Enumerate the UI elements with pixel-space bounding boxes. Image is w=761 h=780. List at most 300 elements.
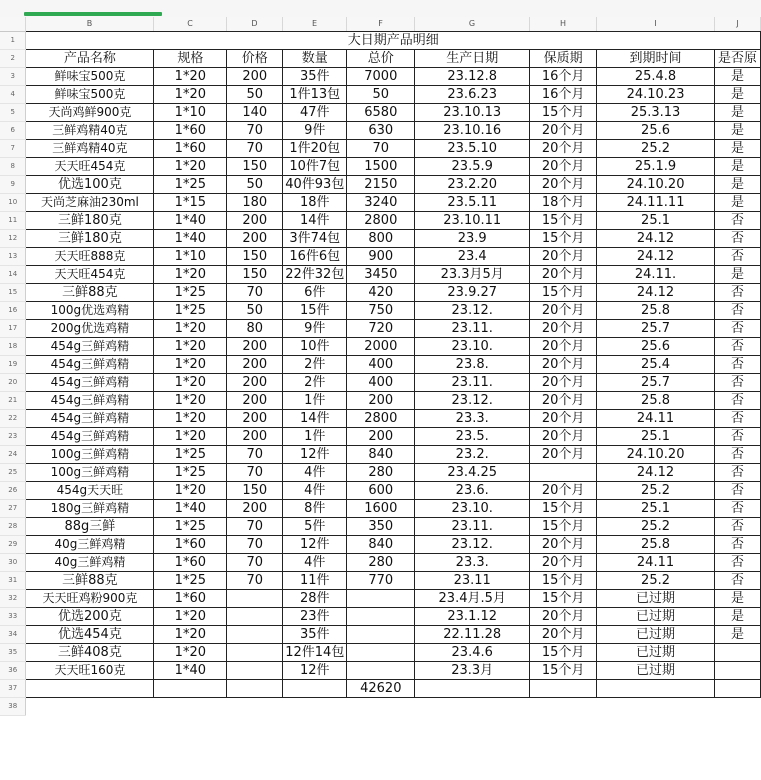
cell-shelf-life[interactable]: 15个月	[530, 230, 597, 248]
cell-price[interactable]: 80	[227, 320, 283, 338]
cell-spec[interactable]: 1*40	[154, 230, 227, 248]
cell-production-date[interactable]: 23.12.	[415, 536, 530, 554]
cell-production-date[interactable]: 23.11.	[415, 320, 530, 338]
cell-production-date[interactable]: 23.3.	[415, 554, 530, 572]
column-header-c[interactable]: C	[154, 17, 227, 31]
cell-original[interactable]	[714, 644, 760, 662]
cell-total-price[interactable]: 3240	[347, 194, 415, 212]
cell-production-date[interactable]: 23.12.	[415, 392, 530, 410]
cell-expiry-date[interactable]: 25.2	[597, 482, 715, 500]
cell-production-date[interactable]: 23.11.	[415, 518, 530, 536]
cell-quantity[interactable]: 14件	[283, 410, 347, 428]
row-number[interactable]: 2	[0, 50, 26, 68]
row-number[interactable]: 22	[0, 410, 26, 428]
cell-product-name[interactable]: 454g三鲜鸡精	[26, 356, 154, 374]
cell-total-price[interactable]: 280	[347, 464, 415, 482]
cell-price[interactable]: 200	[227, 428, 283, 446]
cell[interactable]	[415, 680, 530, 698]
cell-price[interactable]: 70	[227, 554, 283, 572]
cell-product-name[interactable]: 200g优选鸡精	[26, 320, 154, 338]
cell-original[interactable]: 是	[714, 140, 760, 158]
cell-expiry-date[interactable]: 已过期	[597, 644, 715, 662]
cell-shelf-life[interactable]: 20个月	[530, 482, 597, 500]
row-number[interactable]: 32	[0, 590, 26, 608]
cell-quantity[interactable]: 1件	[283, 428, 347, 446]
cell-original[interactable]: 否	[714, 212, 760, 230]
cell-price[interactable]: 150	[227, 482, 283, 500]
cell-production-date[interactable]: 23.10.13	[415, 104, 530, 122]
cell-shelf-life[interactable]: 15个月	[530, 284, 597, 302]
cell-price[interactable]: 200	[227, 392, 283, 410]
cell-spec[interactable]: 1*20	[154, 266, 227, 284]
cell-original[interactable]: 否	[714, 536, 760, 554]
cell-shelf-life[interactable]: 20个月	[530, 266, 597, 284]
cell-total-price[interactable]: 2000	[347, 338, 415, 356]
cell-original[interactable]: 否	[714, 500, 760, 518]
column-header-h[interactable]: H	[530, 17, 597, 31]
cell-price[interactable]: 150	[227, 266, 283, 284]
row-number[interactable]: 25	[0, 464, 26, 482]
cell-expiry-date[interactable]: 25.2	[597, 572, 715, 590]
cell-total-price[interactable]: 600	[347, 482, 415, 500]
row-number[interactable]: 13	[0, 248, 26, 266]
row-number[interactable]: 10	[0, 194, 26, 212]
cell[interactable]	[227, 680, 283, 698]
cell-product-name[interactable]: 三鲜408克	[26, 644, 154, 662]
cell-total-price[interactable]: 200	[347, 392, 415, 410]
cell-product-name[interactable]: 三鲜180克	[26, 212, 154, 230]
cell-quantity[interactable]: 4件	[283, 464, 347, 482]
row-number[interactable]: 11	[0, 212, 26, 230]
cell-spec[interactable]: 1*20	[154, 320, 227, 338]
cell-quantity[interactable]: 9件	[283, 320, 347, 338]
cell-production-date[interactable]: 23.5.10	[415, 140, 530, 158]
cell-original[interactable]: 是	[714, 590, 760, 608]
cell-quantity[interactable]: 1件20包	[283, 140, 347, 158]
row-number[interactable]: 30	[0, 554, 26, 572]
row-number[interactable]: 16	[0, 302, 26, 320]
row-number[interactable]: 31	[0, 572, 26, 590]
cell-shelf-life[interactable]: 20个月	[530, 446, 597, 464]
header-quantity[interactable]: 数量	[283, 50, 347, 68]
cell-product-name[interactable]: 454g三鲜鸡精	[26, 428, 154, 446]
cell-price[interactable]: 50	[227, 86, 283, 104]
cell-production-date[interactable]: 23.5.	[415, 428, 530, 446]
header-spec[interactable]: 规格	[154, 50, 227, 68]
cell-price[interactable]: 200	[227, 410, 283, 428]
cell-original[interactable]: 否	[714, 410, 760, 428]
cell-product-name[interactable]: 100g三鲜鸡精	[26, 446, 154, 464]
cell-expiry-date[interactable]: 25.1	[597, 500, 715, 518]
cell-original[interactable]: 否	[714, 428, 760, 446]
column-header-f[interactable]: F	[347, 17, 415, 31]
cell-quantity[interactable]: 22件32包	[283, 266, 347, 284]
row-number[interactable]: 35	[0, 644, 26, 662]
cell-product-name[interactable]: 100g优选鸡精	[26, 302, 154, 320]
cell-original[interactable]: 否	[714, 320, 760, 338]
cell-total-price[interactable]: 2800	[347, 410, 415, 428]
cell-shelf-life[interactable]: 20个月	[530, 428, 597, 446]
row-number[interactable]: 15	[0, 284, 26, 302]
cell-shelf-life[interactable]: 16个月	[530, 86, 597, 104]
row-number[interactable]: 23	[0, 428, 26, 446]
cell-original[interactable]: 是	[714, 104, 760, 122]
cell-expiry-date[interactable]: 24.11.	[597, 266, 715, 284]
cell-product-name[interactable]: 天尚芝麻油230ml	[26, 194, 154, 212]
cell-total-price[interactable]	[347, 662, 415, 680]
cell-expiry-date[interactable]: 25.7	[597, 374, 715, 392]
cell-total-price[interactable]: 840	[347, 536, 415, 554]
header-expiry-date[interactable]: 到期时间	[597, 50, 715, 68]
cell-quantity[interactable]: 5件	[283, 518, 347, 536]
cell-total-price[interactable]: 6580	[347, 104, 415, 122]
row-number[interactable]: 21	[0, 392, 26, 410]
cell-shelf-life[interactable]: 16个月	[530, 68, 597, 86]
cell-price[interactable]: 180	[227, 194, 283, 212]
cell-price[interactable]: 70	[227, 446, 283, 464]
cell-production-date[interactable]: 23.5.11	[415, 194, 530, 212]
cell-shelf-life[interactable]: 20个月	[530, 374, 597, 392]
cell-price[interactable]: 200	[227, 374, 283, 392]
row-number[interactable]: 4	[0, 86, 26, 104]
cell-shelf-life[interactable]: 20个月	[530, 356, 597, 374]
column-header-e[interactable]: E	[283, 17, 347, 31]
row-number[interactable]: 34	[0, 626, 26, 644]
cell-spec[interactable]: 1*20	[154, 68, 227, 86]
row-number[interactable]: 33	[0, 608, 26, 626]
cell-total-price[interactable]	[347, 626, 415, 644]
header-price[interactable]: 价格	[227, 50, 283, 68]
cell-production-date[interactable]: 23.3月5月	[415, 266, 530, 284]
cell-production-date[interactable]: 23.11	[415, 572, 530, 590]
cell-spec[interactable]: 1*20	[154, 86, 227, 104]
cell-expiry-date[interactable]: 25.6	[597, 338, 715, 356]
cell-product-name[interactable]: 鲜味宝500克	[26, 68, 154, 86]
row-number[interactable]: 9	[0, 176, 26, 194]
cell-shelf-life[interactable]: 20个月	[530, 392, 597, 410]
cell-expiry-date[interactable]: 24.12	[597, 284, 715, 302]
cell-expiry-date[interactable]: 24.11	[597, 410, 715, 428]
cell-production-date[interactable]: 23.3月	[415, 662, 530, 680]
header-original[interactable]: 是否原	[714, 50, 760, 68]
select-all-corner[interactable]	[0, 17, 26, 31]
cell-product-name[interactable]: 180g三鲜鸡精	[26, 500, 154, 518]
cell-shelf-life[interactable]: 15个月	[530, 644, 597, 662]
cell-total-price[interactable]: 2150	[347, 176, 415, 194]
cell-spec[interactable]: 1*20	[154, 428, 227, 446]
cell-quantity[interactable]: 15件	[283, 302, 347, 320]
cell-total-price[interactable]: 280	[347, 554, 415, 572]
cell-product-name[interactable]: 454g天天旺	[26, 482, 154, 500]
cell-shelf-life[interactable]: 15个月	[530, 572, 597, 590]
cell-spec[interactable]: 1*20	[154, 626, 227, 644]
cell-spec[interactable]: 1*25	[154, 572, 227, 590]
cell-price[interactable]: 200	[227, 212, 283, 230]
row-number[interactable]: 38	[0, 698, 26, 716]
row-number[interactable]: 26	[0, 482, 26, 500]
cell-product-name[interactable]: 三鲜180克	[26, 230, 154, 248]
cell-production-date[interactable]: 23.1.12	[415, 608, 530, 626]
cell-shelf-life[interactable]: 20个月	[530, 302, 597, 320]
cell-shelf-life[interactable]	[530, 464, 597, 482]
cell-expiry-date[interactable]: 25.4.8	[597, 68, 715, 86]
cell[interactable]	[597, 680, 715, 698]
cell-quantity[interactable]: 11件	[283, 572, 347, 590]
cell-total-price[interactable]	[347, 608, 415, 626]
cell-expiry-date[interactable]: 24.10.20	[597, 176, 715, 194]
header-production-date[interactable]: 生产日期	[415, 50, 530, 68]
cell-shelf-life[interactable]: 20个月	[530, 626, 597, 644]
cell-spec[interactable]: 1*60	[154, 122, 227, 140]
cell-production-date[interactable]: 23.4	[415, 248, 530, 266]
cell-spec[interactable]: 1*60	[154, 554, 227, 572]
cell-expiry-date[interactable]: 25.2	[597, 140, 715, 158]
cell-price[interactable]: 50	[227, 176, 283, 194]
cell-spec[interactable]: 1*10	[154, 104, 227, 122]
cell-shelf-life[interactable]: 15个月	[530, 662, 597, 680]
row-number[interactable]: 37	[0, 680, 26, 698]
cell-spec[interactable]: 1*40	[154, 212, 227, 230]
cell-shelf-life[interactable]: 15个月	[530, 212, 597, 230]
cell-spec[interactable]: 1*60	[154, 140, 227, 158]
cell-quantity[interactable]: 2件	[283, 374, 347, 392]
cell-spec[interactable]: 1*20	[154, 158, 227, 176]
cell-spec[interactable]: 1*20	[154, 608, 227, 626]
column-header-g[interactable]: G	[415, 17, 530, 31]
cell-original[interactable]: 否	[714, 302, 760, 320]
cell-price[interactable]: 140	[227, 104, 283, 122]
cell-shelf-life[interactable]: 20个月	[530, 176, 597, 194]
cell-product-name[interactable]: 优选100克	[26, 176, 154, 194]
cell[interactable]	[26, 680, 154, 698]
row-number[interactable]: 18	[0, 338, 26, 356]
cell-price[interactable]	[227, 608, 283, 626]
cell-quantity[interactable]: 28件	[283, 590, 347, 608]
cell-spec[interactable]: 1*20	[154, 410, 227, 428]
cell-production-date[interactable]: 23.5.9	[415, 158, 530, 176]
cell-quantity[interactable]: 10件7包	[283, 158, 347, 176]
cell-expiry-date[interactable]: 25.8	[597, 392, 715, 410]
cell-expiry-date[interactable]: 已过期	[597, 626, 715, 644]
cell-original[interactable]: 是	[714, 68, 760, 86]
cell-expiry-date[interactable]: 已过期	[597, 608, 715, 626]
header-shelf-life[interactable]: 保质期	[530, 50, 597, 68]
cell-expiry-date[interactable]: 25.2	[597, 518, 715, 536]
cell-product-name[interactable]: 100g三鲜鸡精	[26, 464, 154, 482]
cell-expiry-date[interactable]: 24.10.23	[597, 86, 715, 104]
cell-quantity[interactable]: 40件93包	[283, 176, 347, 194]
cell-price[interactable]: 200	[227, 230, 283, 248]
cell-total-price[interactable]: 800	[347, 230, 415, 248]
cell-price[interactable]: 200	[227, 338, 283, 356]
cell-expiry-date[interactable]: 已过期	[597, 590, 715, 608]
column-header-b[interactable]: B	[26, 17, 154, 31]
row-number[interactable]: 19	[0, 356, 26, 374]
cell-spec[interactable]: 1*20	[154, 644, 227, 662]
cell-quantity[interactable]: 1件	[283, 392, 347, 410]
cell-product-name[interactable]: 454g三鲜鸡精	[26, 392, 154, 410]
cell[interactable]	[714, 680, 760, 698]
cell-shelf-life[interactable]: 20个月	[530, 320, 597, 338]
cell-spec[interactable]: 1*60	[154, 590, 227, 608]
row-number[interactable]: 3	[0, 68, 26, 86]
cell-product-name[interactable]: 天天旺888克	[26, 248, 154, 266]
cell-original[interactable]: 否	[714, 446, 760, 464]
cell-quantity[interactable]: 35件	[283, 626, 347, 644]
cell-total-price[interactable]: 400	[347, 356, 415, 374]
cell-original[interactable]: 否	[714, 248, 760, 266]
cell-expiry-date[interactable]: 25.4	[597, 356, 715, 374]
cell[interactable]	[154, 680, 227, 698]
cell-price[interactable]: 70	[227, 518, 283, 536]
row-number[interactable]: 29	[0, 536, 26, 554]
cell-quantity[interactable]: 4件	[283, 482, 347, 500]
cell-spec[interactable]: 1*25	[154, 464, 227, 482]
row-number[interactable]: 28	[0, 518, 26, 536]
row-number[interactable]: 24	[0, 446, 26, 464]
cell-original[interactable]: 否	[714, 230, 760, 248]
row-number[interactable]: 36	[0, 662, 26, 680]
cell-product-name[interactable]: 三鲜鸡精40克	[26, 122, 154, 140]
cell-quantity[interactable]: 14件	[283, 212, 347, 230]
cell-quantity[interactable]: 23件	[283, 608, 347, 626]
cell-production-date[interactable]: 23.6.	[415, 482, 530, 500]
cell-original[interactable]: 是	[714, 194, 760, 212]
cell-spec[interactable]: 1*40	[154, 662, 227, 680]
row-number[interactable]: 12	[0, 230, 26, 248]
cell-total-price[interactable]: 720	[347, 320, 415, 338]
column-header-j[interactable]: J	[715, 17, 761, 31]
cell-spec[interactable]: 1*25	[154, 302, 227, 320]
cell-quantity[interactable]: 12件	[283, 662, 347, 680]
cell-quantity[interactable]: 35件	[283, 68, 347, 86]
cell-price[interactable]: 50	[227, 302, 283, 320]
row-number[interactable]: 17	[0, 320, 26, 338]
cell-expiry-date[interactable]: 25.1.9	[597, 158, 715, 176]
cell-total-price[interactable]	[347, 644, 415, 662]
cell-total-price[interactable]: 630	[347, 122, 415, 140]
cell-price[interactable]: 200	[227, 500, 283, 518]
cell-price[interactable]	[227, 626, 283, 644]
cell-total-price[interactable]: 50	[347, 86, 415, 104]
cell-production-date[interactable]: 23.8.	[415, 356, 530, 374]
cell-spec[interactable]: 1*40	[154, 500, 227, 518]
cell-shelf-life[interactable]: 20个月	[530, 608, 597, 626]
cell-original[interactable]: 是	[714, 626, 760, 644]
cell-expiry-date[interactable]: 25.3.13	[597, 104, 715, 122]
header-total-price[interactable]: 总价	[347, 50, 415, 68]
cell-total-price[interactable]	[347, 590, 415, 608]
cell-spec[interactable]: 1*10	[154, 248, 227, 266]
cell-quantity[interactable]: 47件	[283, 104, 347, 122]
cell-product-name[interactable]: 鲜味宝500克	[26, 86, 154, 104]
cell-price[interactable]: 70	[227, 122, 283, 140]
cell-production-date[interactable]: 23.11.	[415, 374, 530, 392]
cell-quantity[interactable]: 12件	[283, 536, 347, 554]
cell-production-date[interactable]: 23.12.8	[415, 68, 530, 86]
cell-original[interactable]: 否	[714, 464, 760, 482]
cell-original[interactable]: 是	[714, 122, 760, 140]
cell-production-date[interactable]: 23.6.23	[415, 86, 530, 104]
cell-production-date[interactable]: 23.2.	[415, 446, 530, 464]
cell-quantity[interactable]: 6件	[283, 284, 347, 302]
cell-price[interactable]: 70	[227, 284, 283, 302]
cell-shelf-life[interactable]: 15个月	[530, 590, 597, 608]
cell-quantity[interactable]: 1件13包	[283, 86, 347, 104]
row-number[interactable]: 6	[0, 122, 26, 140]
cell-production-date[interactable]: 23.4月.5月	[415, 590, 530, 608]
cell-quantity[interactable]: 12件	[283, 446, 347, 464]
cell-price[interactable]	[227, 662, 283, 680]
cell-production-date[interactable]: 23.10.	[415, 500, 530, 518]
cell-original[interactable]: 是	[714, 176, 760, 194]
row-number[interactable]: 27	[0, 500, 26, 518]
cell-product-name[interactable]: 40g三鲜鸡精	[26, 536, 154, 554]
cell-shelf-life[interactable]: 20个月	[530, 554, 597, 572]
cell-expiry-date[interactable]: 25.8	[597, 536, 715, 554]
cell-product-name[interactable]: 优选454克	[26, 626, 154, 644]
cell-spec[interactable]: 1*25	[154, 446, 227, 464]
cell-production-date[interactable]: 23.4.6	[415, 644, 530, 662]
cell-price[interactable]: 70	[227, 572, 283, 590]
cell-total-price[interactable]: 840	[347, 446, 415, 464]
grand-total-cell[interactable]: 42620	[347, 680, 415, 698]
cell-shelf-life[interactable]: 18个月	[530, 194, 597, 212]
cell-spec[interactable]: 1*20	[154, 338, 227, 356]
cell-price[interactable]: 70	[227, 140, 283, 158]
cell-shelf-life[interactable]: 20个月	[530, 410, 597, 428]
header-product-name[interactable]: 产品名称	[26, 50, 154, 68]
cell-product-name[interactable]: 天天旺鸡粉900克	[26, 590, 154, 608]
cell-original[interactable]: 是	[714, 266, 760, 284]
row-number[interactable]: 5	[0, 104, 26, 122]
cell-expiry-date[interactable]: 24.12	[597, 248, 715, 266]
cell-original[interactable]: 否	[714, 374, 760, 392]
cell-total-price[interactable]: 1500	[347, 158, 415, 176]
cell-original[interactable]: 否	[714, 284, 760, 302]
cell-total-price[interactable]: 200	[347, 428, 415, 446]
cell-product-name[interactable]: 天尚鸡鲜900克	[26, 104, 154, 122]
cell-quantity[interactable]: 2件	[283, 356, 347, 374]
cell-original[interactable]: 否	[714, 554, 760, 572]
cell-production-date[interactable]: 23.9	[415, 230, 530, 248]
column-header-i[interactable]: I	[597, 17, 715, 31]
cell-production-date[interactable]: 23.10.16	[415, 122, 530, 140]
cell[interactable]	[530, 680, 597, 698]
cell-expiry-date[interactable]: 24.12	[597, 230, 715, 248]
cell-total-price[interactable]: 70	[347, 140, 415, 158]
cell-product-name[interactable]: 天天旺160克	[26, 662, 154, 680]
cell-total-price[interactable]: 1600	[347, 500, 415, 518]
column-header-d[interactable]: D	[227, 17, 283, 31]
cell-expiry-date[interactable]: 24.12	[597, 464, 715, 482]
cell-spec[interactable]: 1*25	[154, 176, 227, 194]
cell-quantity[interactable]: 9件	[283, 122, 347, 140]
cell-product-name[interactable]: 454g三鲜鸡精	[26, 410, 154, 428]
cell-spec[interactable]: 1*25	[154, 518, 227, 536]
cell-production-date[interactable]: 22.11.28	[415, 626, 530, 644]
cell-production-date[interactable]: 23.3.	[415, 410, 530, 428]
cell-total-price[interactable]: 900	[347, 248, 415, 266]
cell-expiry-date[interactable]: 25.8	[597, 302, 715, 320]
cell-product-name[interactable]: 454g三鲜鸡精	[26, 338, 154, 356]
cell-price[interactable]: 150	[227, 158, 283, 176]
cell-spec[interactable]: 1*20	[154, 392, 227, 410]
cell-price[interactable]: 150	[227, 248, 283, 266]
cell-expiry-date[interactable]: 25.1	[597, 212, 715, 230]
row-number[interactable]: 7	[0, 140, 26, 158]
cell-spec[interactable]: 1*20	[154, 482, 227, 500]
